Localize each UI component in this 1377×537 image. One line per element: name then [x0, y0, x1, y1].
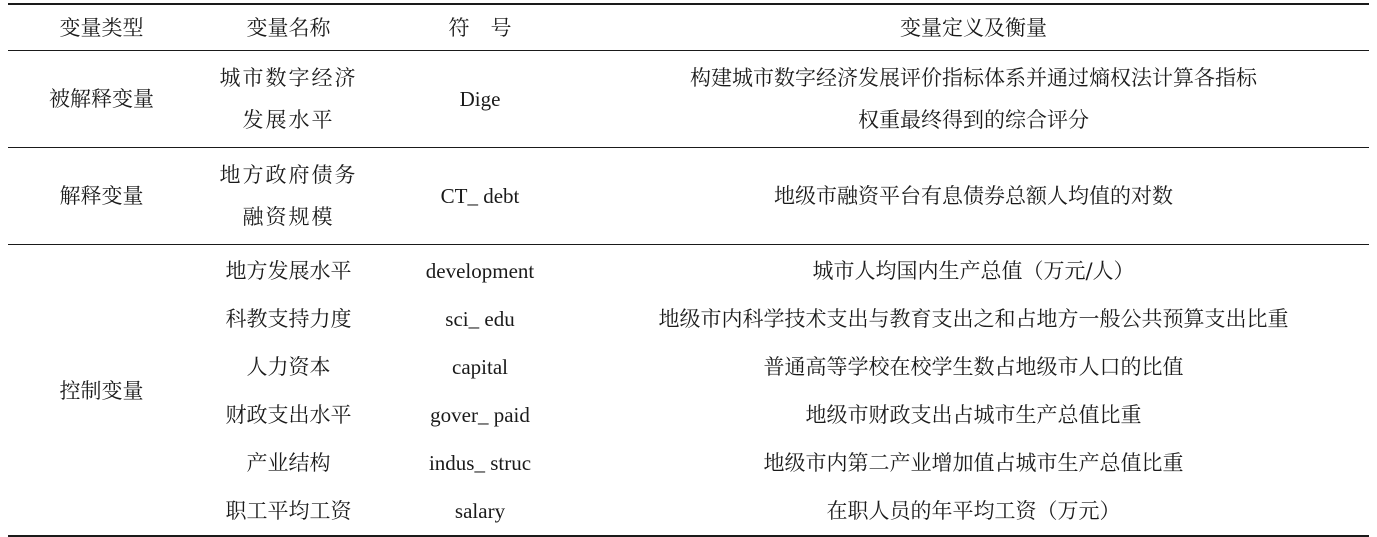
header-variable-type: 变量类型	[59, 15, 144, 40]
variable-name-cell: 职工平均工资	[225, 499, 352, 523]
table-header	[8, 4, 1369, 51]
symbol-cell: salary	[454, 499, 506, 523]
header-symbol: 符 号	[448, 15, 512, 40]
table-row	[8, 343, 1369, 391]
definition-cell: 城市人均国内生产总值（万元/人）	[812, 259, 1135, 283]
table-row	[8, 391, 1369, 439]
table-row	[8, 245, 1369, 296]
definition-cell	[578, 51, 1369, 148]
variable-type-cell: 被解释变量	[49, 87, 154, 111]
variable-name-cell: 地方发展水平	[225, 259, 352, 283]
definition-cell: 普通高等学校在校学生数占地级市人口的比值	[763, 355, 1184, 379]
definition-line: 构建城市数字经济发展评价指标体系并通过熵权法计算各指标	[690, 66, 1257, 90]
variable-name-cell: 人力资本	[246, 355, 331, 379]
symbol-cell: CT_ debt	[440, 184, 520, 208]
definition-cell: 在职人员的年平均工资（万元）	[826, 499, 1121, 523]
variable-name-line: 城市数字经济	[219, 66, 358, 90]
variable-name-cell	[195, 51, 382, 148]
variable-definition-table	[8, 3, 1369, 537]
variable-name-cell	[195, 148, 382, 245]
table-body	[8, 51, 1369, 537]
table-row	[8, 295, 1369, 343]
symbol-cell: gover_ paid	[430, 403, 530, 427]
header-variable-name: 变量名称	[246, 15, 331, 40]
variable-name-line: 地方政府债务	[219, 163, 358, 187]
header-definition: 变量定义及衡量	[900, 15, 1047, 40]
variable-name-cell: 财政支出水平	[225, 403, 352, 427]
table-row	[8, 439, 1369, 487]
variable-type-cell: 解释变量	[59, 184, 144, 208]
symbol-cell: capital	[452, 355, 508, 379]
table-row	[8, 487, 1369, 536]
definition-line: 权重最终得到的综合评分	[858, 108, 1089, 132]
variable-name-cell: 产业结构	[246, 451, 331, 475]
variable-type-cell: 控制变量	[59, 379, 144, 403]
definition-line: 地级市融资平台有息债券总额人均值的对数	[774, 184, 1173, 208]
symbol-cell: development	[425, 259, 535, 283]
table-row	[8, 148, 1369, 245]
definition-cell: 地级市内第二产业增加值占城市生产总值比重	[763, 451, 1184, 475]
symbol-cell: sci_ edu	[445, 307, 515, 331]
variable-name-cell: 科教支持力度	[225, 307, 352, 331]
definition-cell	[578, 148, 1369, 245]
definition-cell: 地级市财政支出占城市生产总值比重	[805, 403, 1142, 427]
table-row	[8, 51, 1369, 148]
symbol-cell: indus_ struc	[428, 451, 532, 475]
definition-cell: 地级市内科学技术支出与教育支出之和占地方一般公共预算支出比重	[658, 307, 1289, 331]
variable-name-line: 融资规模	[242, 205, 335, 229]
symbol-cell: Dige	[459, 87, 501, 111]
variable-name-line: 发展水平	[242, 108, 335, 132]
header-row	[8, 4, 1369, 51]
